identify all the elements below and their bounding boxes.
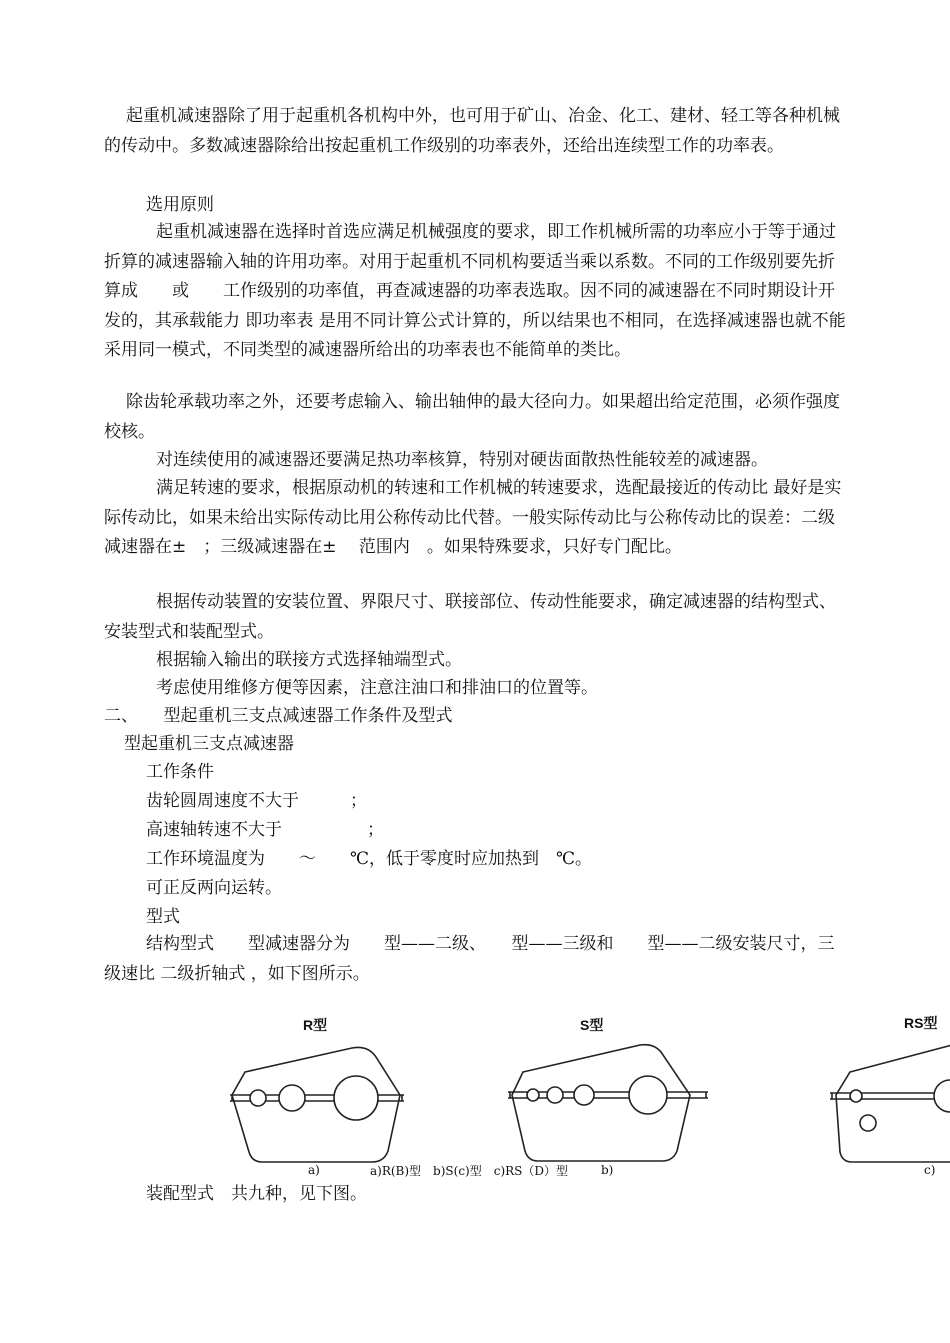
rs-type-label: RS型 <box>904 1015 938 1031</box>
selection-principle-title: 选用原则 <box>146 195 214 215</box>
s-type-label: S型 <box>580 1017 604 1033</box>
speed-paragraph: 满足转速的要求，根据原动机的转速和工作机械的转速要求，选配最接近的传动比 最好是实际传动比，如果未给出实际传动比用公称传动比代替。一般实际传动比与公称传动比的误差：二级减速器在± ；三级减速器在± 范围内 。如果特殊要求，只好专门配比。 <box>104 478 842 557</box>
subfigure-a-label: a) <box>308 1163 320 1177</box>
reducer-type-figure <box>0 1005 950 1185</box>
section-subheading: 型起重机三支点减速器 <box>124 734 294 754</box>
condition-shaft-speed: 高速轴转速不大于 ； <box>146 820 384 840</box>
structure-type-paragraph: 结构型式 型减速器分为 型——二级、 型——三级和 型——二级安装尺寸，三级速比 二级折轴式 ，如下图所示。 <box>104 934 835 984</box>
strength-paragraph: 起重机减速器在选择时首选应满足机械强度的要求，即工作机械所需的功率应小于等于通过折算的减速器输入轴的许用功率。对用于起重机不同机构要适当乘以系数。不同的工作级别要先折算成 或 工作级别的功率值，再查减速器的功率表选取。因不同的减速器在不同时期设计开发的，其承载能力 即功率表 是用不同计算公式计算的，所以结果也不相同，在选择减速器也就不能采用同一模式，不同类型的减速器所给出的功率表也不能简单的类比。 <box>104 222 846 360</box>
r-type-diagram <box>230 1047 404 1162</box>
rs-type-diagram <box>830 1045 950 1162</box>
intro-paragraph: 起重机减速器除了用于起重机各机构中外，也可用于矿山、冶金、化工、建材、轻工等各种机械的传动中。多数减速器除给出按起重机工作级别的功率表外，还给出连续型工作的功率表。 <box>104 106 840 156</box>
s-type-diagram <box>508 1045 708 1161</box>
figure-caption: a)R(B)型 b)S(c)型 c)RS（D）型 <box>370 1164 569 1178</box>
maintenance-paragraph: 考虑使用维修方便等因素，注意注油口和排油口的位置等。 <box>156 678 598 698</box>
radial-force-paragraph: 除齿轮承载功率之外，还要考虑输入、输出轴伸的最大径向力。如果超出给定范围，必须作强度校核。 <box>104 392 840 442</box>
types-title: 型式 <box>146 907 180 927</box>
installation-paragraph: 根据传动装置的安装位置、界限尺寸、联接部位、传动性能要求，确定减速器的结构型式、安装型式和装配型式。 <box>104 592 836 642</box>
assembly-type-paragraph: 装配型式 共九种，见下图。 <box>146 1184 367 1204</box>
subfigure-b-label: b) <box>601 1163 614 1177</box>
r-type-label: R型 <box>303 1017 328 1033</box>
condition-gear-speed: 齿轮圆周速度不大于 ； <box>146 791 367 811</box>
conditions-title: 工作条件 <box>146 762 214 782</box>
shaft-end-paragraph: 根据输入输出的联接方式选择轴端型式。 <box>156 650 462 670</box>
thermal-power-paragraph: 对连续使用的减速器还要满足热功率核算，特别对硬齿面散热性能较差的减速器。 <box>156 450 768 470</box>
reducer-diagrams <box>0 1005 950 1185</box>
condition-temperature: 工作环境温度为 ～ ℃，低于零度时应加热到 ℃。 <box>146 849 593 869</box>
section-heading: 二、 型起重机三支点减速器工作条件及型式 <box>104 706 453 726</box>
subfigure-c-label: c) <box>924 1163 936 1177</box>
condition-rotation: 可正反两向运转。 <box>146 878 282 898</box>
